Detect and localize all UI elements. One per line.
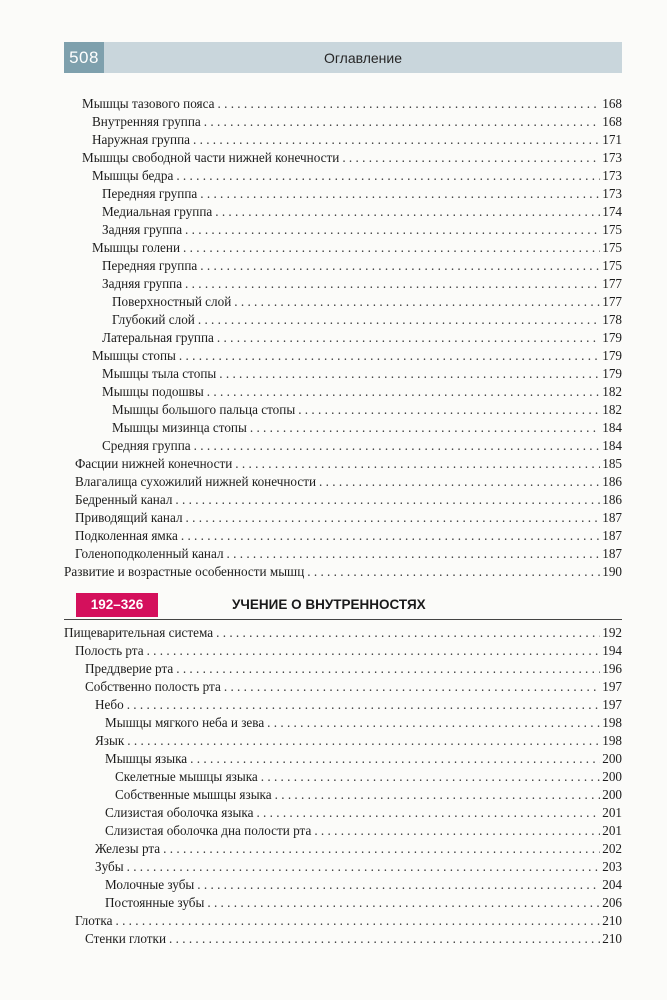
toc-leader-dots [200,185,600,203]
toc-entry-title: Наружная группа [92,132,190,147]
toc-leader-dots [235,455,600,473]
toc-leader-dots [127,696,601,714]
toc-entry[interactable] [105,714,622,732]
toc-entry[interactable] [115,786,622,804]
toc-entry-title: Медиальная группа [102,204,213,219]
toc-leader-dots [185,221,600,239]
toc-leader-dots [169,930,600,948]
toc-leader-dots [163,840,600,858]
toc-leader-dots [190,750,600,768]
toc-entry-page: 197 [602,697,622,712]
toc-entry-page: 187 [602,546,622,561]
toc-entry[interactable] [105,750,622,768]
toc-entry[interactable] [102,185,622,203]
toc-leader-dots [216,624,600,642]
toc-entry-title: Латеральная группа [102,330,214,345]
page-number: 508 [64,42,104,73]
toc-entry-page: 204 [602,877,622,892]
toc-entry-title: Развитие и возрастные особенности мышц [64,564,305,579]
toc-entry[interactable] [75,545,622,563]
toc-leader-dots [218,95,601,113]
section-divider [64,619,622,620]
toc-entry[interactable] [115,768,622,786]
toc-entry[interactable] [112,401,622,419]
toc-entry-title: Бедренный канал [75,492,173,507]
toc-leader-dots [217,329,600,347]
toc-entry-page: 206 [602,895,622,910]
toc-entry[interactable] [75,509,622,527]
toc-entry-page: 178 [602,312,622,327]
toc-entry[interactable] [82,149,622,167]
toc-entry-page: 184 [602,438,622,453]
toc-leader-dots [267,714,600,732]
toc-entry-page: 198 [602,715,622,730]
toc-entry-page: 203 [602,859,622,874]
toc-entry-title: Средняя группа [102,438,191,453]
toc-leader-dots [127,858,601,876]
toc-leader-dots [307,563,600,581]
toc-entry-title: Собственно полость рта [85,679,221,694]
toc-entry-page: 173 [602,168,622,183]
toc-entry-page: 186 [602,474,622,489]
toc-entry[interactable] [75,491,622,509]
toc-entry[interactable] [95,840,622,858]
toc-entry[interactable] [85,678,622,696]
toc-entry-title: Стенки глотки [85,931,167,946]
toc-leader-dots [176,167,600,185]
toc-entry-title: Мышцы стопы [92,348,176,363]
toc-entry-title: Задняя группа [102,276,183,291]
toc-entry-page: 173 [602,150,622,165]
toc-entry[interactable] [102,365,622,383]
toc-entry-title: Постоянные зубы [105,895,205,910]
toc-entry[interactable] [102,221,622,239]
toc-leader-dots [176,660,600,678]
toc-entry-title: Язык [95,733,125,748]
toc-leader-dots [207,383,600,401]
toc-entry[interactable] [75,527,622,545]
toc-entry[interactable] [112,419,622,437]
toc-entry-title: Мышцы мизинца стопы [112,420,247,435]
toc-leader-dots [198,311,600,329]
toc-entry-title: Полость рта [75,643,144,658]
toc-entry[interactable] [92,347,622,365]
toc-entry-title: Влагалища сухожилий нижней конечности [75,474,317,489]
toc-leader-dots [261,768,600,786]
running-head-title: Оглавление [323,50,403,66]
section-page-range-badge: 192–326 [76,593,158,617]
toc-entry[interactable] [82,95,622,113]
toc-entry-page: 182 [602,384,622,399]
toc-leader-dots [219,365,600,383]
toc-entry-page: 179 [602,330,622,345]
toc-entry[interactable] [102,257,622,275]
toc-entry-title: Мышцы языка [105,751,188,766]
toc-entry[interactable] [92,131,622,149]
toc-leader-dots [319,473,600,491]
toc-entry[interactable] [105,894,622,912]
toc-entry-title: Мышцы тазового пояса [82,96,215,111]
toc-entry[interactable] [95,732,622,750]
toc-entry-page: 210 [602,931,622,946]
toc-entry-page: 185 [602,456,622,471]
toc-entry-title: Слизистая оболочка языка [105,805,254,820]
toc-leader-dots [197,876,600,894]
toc-leader-dots [227,545,601,563]
toc-entry[interactable] [75,912,622,930]
toc-entry-title: Пищеварительная система [64,625,214,640]
toc-entry-title: Поверхностный слой [112,294,232,309]
toc-entry[interactable] [85,660,622,678]
toc-leader-dots [204,113,600,131]
toc-entry-title: Глубокий слой [112,312,195,327]
toc-entry-title: Внутренняя группа [92,114,201,129]
toc-entry-page: 171 [602,132,622,147]
toc-entry-page: 201 [602,823,622,838]
toc-leader-dots [342,149,600,167]
toc-leader-dots [179,347,600,365]
toc-entry-page: 177 [602,276,622,291]
toc-entry-page: 174 [602,204,622,219]
toc-leader-dots [147,642,601,660]
toc-entry-title: Мышцы мягкого неба и зева [105,715,265,730]
toc-entry-title: Мышцы подошвы [102,384,204,399]
toc-entry[interactable] [75,473,622,491]
toc-entry-page: 175 [602,240,622,255]
toc-leader-dots [250,419,600,437]
toc-entry[interactable] [105,876,622,894]
toc-leader-dots [181,527,600,545]
toc-entry-page: 194 [602,643,622,658]
toc-entry-page: 168 [602,96,622,111]
toc-entry-page: 168 [602,114,622,129]
toc-entry-title: Передняя группа [102,186,198,201]
toc-leader-dots [256,804,600,822]
toc-entry-page: 173 [602,186,622,201]
toc-entry-page: 186 [602,492,622,507]
section-heading: УЧЕНИЕ О ВНУТРЕННОСТЯХ [232,597,426,612]
toc-entry[interactable] [102,383,622,401]
toc-entry[interactable] [92,113,622,131]
running-header [64,42,622,73]
toc-entry-title: Передняя группа [102,258,198,273]
toc-entry-page: 202 [602,841,622,856]
toc-entry-page: 198 [602,733,622,748]
toc-entry-title: Глотка [75,913,113,928]
toc-entry-page: 179 [602,366,622,381]
toc-entry-page: 200 [602,787,622,802]
toc-entry-title: Мышцы свободной части нижней конечности [82,150,340,165]
toc-leader-dots [314,822,600,840]
toc-entry[interactable] [112,293,622,311]
toc-leader-dots [275,786,601,804]
toc-entry-page: 175 [602,222,622,237]
toc-entry-page: 182 [602,402,622,417]
toc-entry-page: 200 [602,769,622,784]
toc-entry[interactable] [102,329,622,347]
toc-entry-title: Мышцы голени [92,240,181,255]
toc-entry-title: Голеноподколенный канал [75,546,224,561]
toc-leader-dots [194,437,601,455]
toc-entry-title: Фасции нижней конечности [75,456,233,471]
toc-leader-dots [185,275,600,293]
toc-entry-page: 192 [602,625,622,640]
toc-entry-page: 197 [602,679,622,694]
toc-entry-page: 190 [602,564,622,579]
toc-leader-dots [175,491,600,509]
toc-entry[interactable] [102,275,622,293]
toc-entry-title: Приводящий канал [75,510,183,525]
toc-entry[interactable] [92,239,622,257]
toc-leader-dots [186,509,601,527]
toc-entry-page: 210 [602,913,622,928]
toc-entry-page: 187 [602,528,622,543]
toc-leader-dots [127,732,600,750]
toc-entry[interactable] [64,563,622,581]
toc-entry[interactable] [75,455,622,473]
toc-entry-title: Слизистая оболочка дна полости рта [105,823,312,838]
toc-entry-page: 177 [602,294,622,309]
toc-entry-title: Подколенная ямка [75,528,178,543]
toc-entry[interactable] [92,167,622,185]
toc-entry-page: 184 [602,420,622,435]
toc-entry[interactable] [64,624,622,642]
toc-entry-title: Мышцы тыла стопы [102,366,217,381]
toc-leader-dots [193,131,600,149]
toc-entry-title: Мышцы бедра [92,168,174,183]
toc-entry-page: 196 [602,661,622,676]
toc-entry-page: 200 [602,751,622,766]
toc-entry-page: 201 [602,805,622,820]
toc-leader-dots [215,203,600,221]
toc-entry-title: Небо [95,697,124,712]
toc-entry[interactable] [112,311,622,329]
toc-entry[interactable] [102,437,622,455]
toc-leader-dots [224,678,600,696]
toc-entry-title: Задняя группа [102,222,183,237]
toc-entry[interactable] [75,642,622,660]
toc-entry-title: Мышцы большого пальца стопы [112,402,296,417]
toc-entry-title: Молочные зубы [105,877,195,892]
toc-entry[interactable] [85,930,622,948]
toc-entry-title: Скелетные мышцы языка [115,769,258,784]
toc-leader-dots [115,912,600,930]
toc-entry[interactable] [105,822,622,840]
toc-entry[interactable] [95,858,622,876]
toc-entry-title: Собственные мышцы языка [115,787,272,802]
toc-leader-dots [234,293,600,311]
toc-leader-dots [298,401,600,419]
toc-entry-title: Железы рта [95,841,161,856]
toc-entry[interactable] [95,696,622,714]
toc-entry-title: Зубы [95,859,124,874]
toc-entry-title: Преддверие рта [85,661,174,676]
toc-entry-page: 187 [602,510,622,525]
toc-leader-dots [183,239,600,257]
toc-entry-page: 179 [602,348,622,363]
toc-entry-page: 175 [602,258,622,273]
toc-entry[interactable] [102,203,622,221]
toc-entry[interactable] [105,804,622,822]
toc-leader-dots [200,257,600,275]
toc-leader-dots [207,894,600,912]
